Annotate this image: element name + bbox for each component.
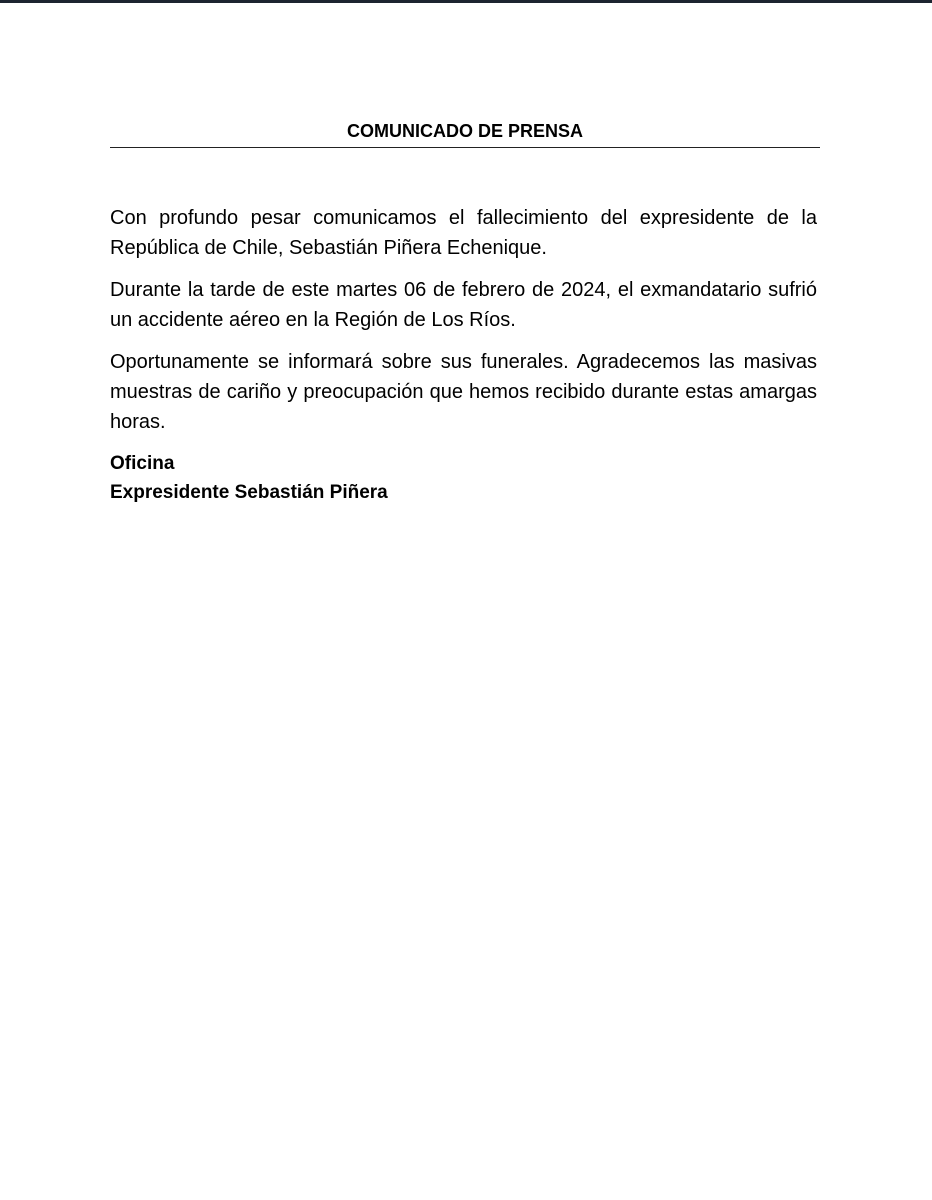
document-heading: COMUNICADO DE PRENSA: [346, 121, 583, 141]
paragraph-announcement: Con profundo pesar comunicamos el fallecimiento del expresidente de la República de Chile, Sebastián Piñera Echenique.: [110, 207, 817, 259]
signature-block: [110, 449, 817, 507]
top-border: [0, 0, 932, 3]
signature-name: Expresidente Sebastián Piñera: [110, 482, 388, 503]
heading-divider: [110, 147, 820, 148]
signature-office: Oficina: [110, 453, 175, 474]
paragraph-details: Durante la tarde de este martes 06 de febrero de 2024, el exmandatario sufrió un accidente aéreo en la Región de Los Ríos.: [110, 279, 817, 331]
paragraph-funeral-notice: Oportunamente se informará sobre sus funerales. Agradecemos las masivas muestras de cariño y preocupación que hemos recibido durante estas amargas horas.: [110, 351, 817, 433]
